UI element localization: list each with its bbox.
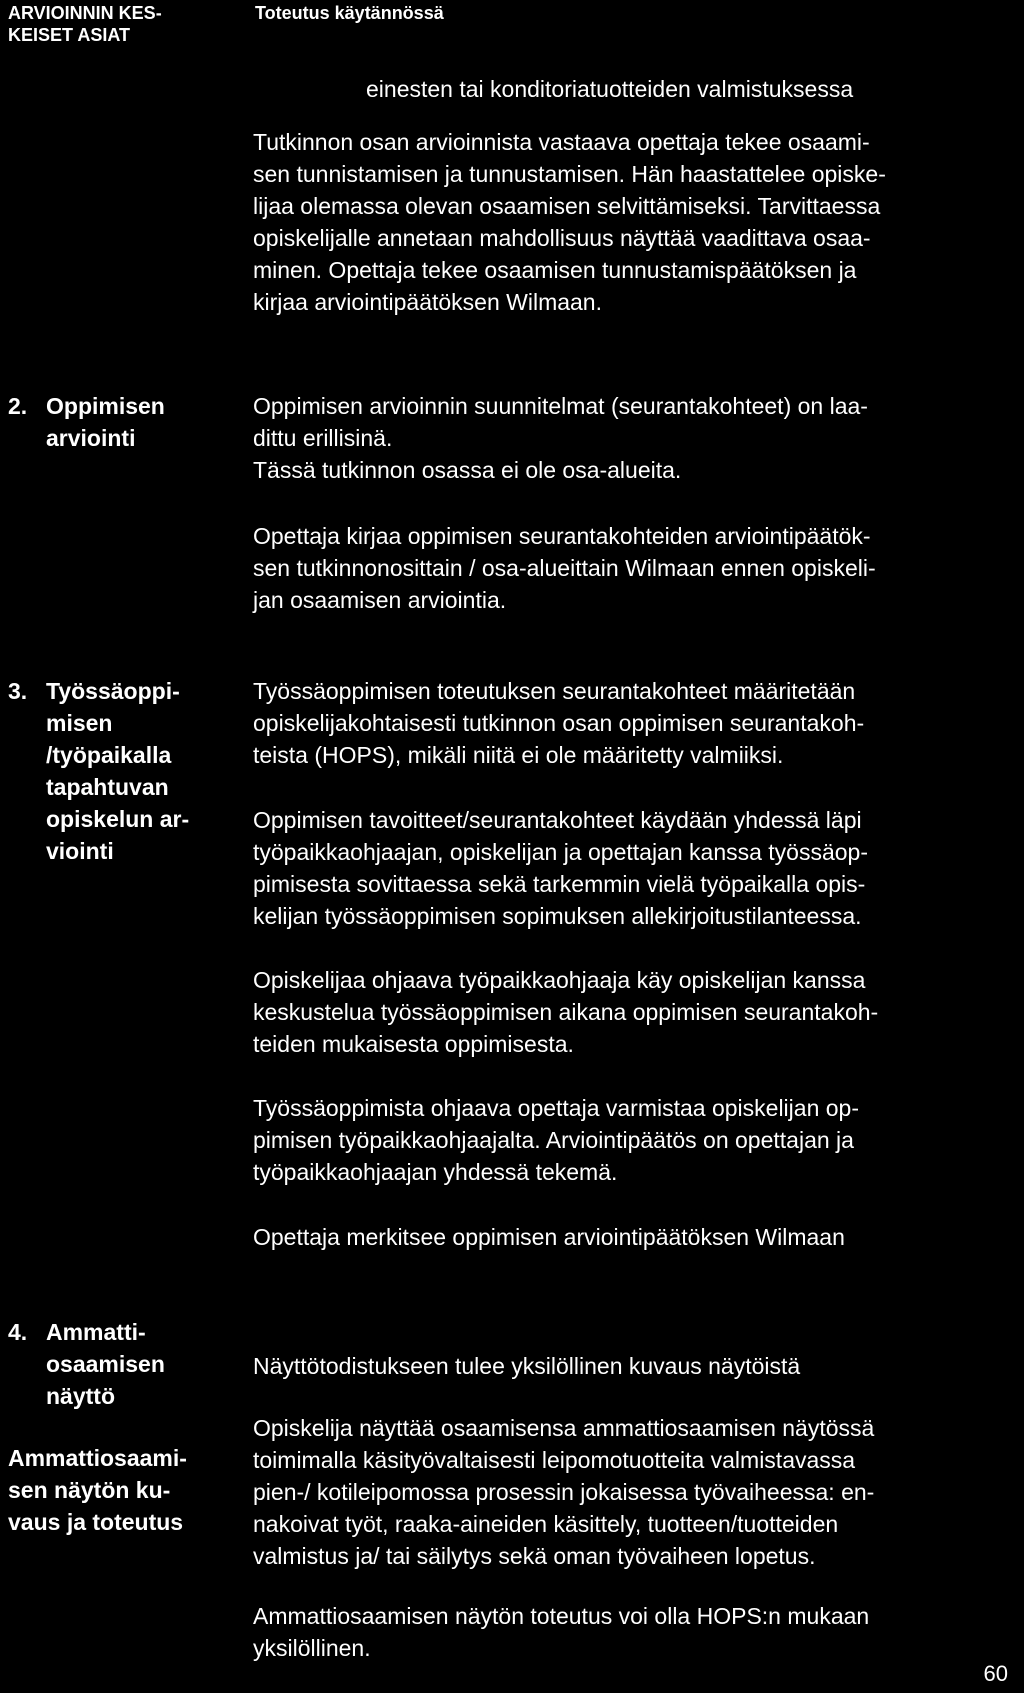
text-line: pimisesta sovittaessa sekä tarkemmin vielä työpaikalla opis-: [253, 871, 866, 897]
text-line: toimimalla käsityövaltaisesti leipomotuotteita valmistavassa: [253, 1447, 856, 1473]
text-line: Opiskelija näyttää osaamisensa ammattiosaamisen näytössä: [253, 1415, 875, 1441]
row-number: 2.: [8, 393, 28, 419]
row-3-label: [8, 675, 238, 867]
intro-line: einesten tai konditoriatuotteiden valmistuksessa: [366, 76, 854, 102]
label-line: sen näytön ku-: [8, 1477, 171, 1503]
text-line: pien-/ kotileipomossa prosessin jokaisessa työvaiheessa: en-: [253, 1479, 875, 1505]
text-line: Työssäoppimisen toteutuksen seurantakohteet määritetään: [253, 678, 856, 704]
row-4-paragraph-2: [253, 1412, 1013, 1572]
label-line: näyttö: [46, 1383, 115, 1409]
page-number: 60: [983, 1661, 1008, 1686]
section1-paragraph: [253, 126, 1013, 318]
label-line: arviointi: [46, 425, 136, 451]
text-line: sen tunnistamisen ja tunnustamisen. Hän haastattelee opiske-: [253, 161, 886, 187]
text-line: nakoivat työt, raaka-aineiden käsittely, tuotteen/tuotteiden: [253, 1511, 839, 1537]
label-line: vaus ja toteutus: [8, 1509, 184, 1535]
label-line: opiskelun ar-: [46, 806, 190, 832]
text-line: sen tutkinnonosittain / osa-alueittain Wilmaan ennen opiskeli-: [253, 555, 876, 581]
row-4-sublabel: [8, 1442, 238, 1538]
row-number: 3.: [8, 678, 28, 704]
row-3-paragraph-5: [253, 1221, 1013, 1253]
text-line: teiden mukaisesta oppimisesta.: [253, 1031, 574, 1057]
column-header-left: [8, 2, 178, 46]
column-header-right: Toteutus käytännössä: [255, 3, 444, 23]
label-line: Oppimisen: [46, 393, 165, 419]
text-line: Ammattiosaamisen näytön toteutus voi olla HOPS:n mukaan: [253, 1603, 870, 1629]
text-line: Oppimisen arvioinnin suunnitelmat (seurantakohteet) on laa-: [253, 393, 868, 419]
text-line: keskustelua työssäoppimisen aikana oppimisen seurantakoh-: [253, 999, 879, 1025]
text-line: kelijan työssäoppimisen sopimuksen allekirjoitustilanteessa.: [253, 903, 862, 929]
header-line: KEISET ASIAT: [8, 25, 131, 45]
text-line: minen. Opettaja tekee osaamisen tunnustamispäätöksen ja: [253, 257, 857, 283]
header-line: ARVIOINNIN KES-: [8, 3, 162, 23]
text-line: työpaikkaohjaajan yhdessä tekemä.: [253, 1159, 618, 1185]
text-line: valmistus ja/ tai säilytys sekä oman työvaiheen lopetus.: [253, 1543, 816, 1569]
label-line: /työpaikalla: [46, 742, 172, 768]
text-line: Opiskelijaa ohjaava työpaikkaohjaaja käy opiskelijan kanssa: [253, 967, 866, 993]
text-line: opiskelijakohtaisesti tutkinnon osan oppimisen seurantakoh-: [253, 710, 865, 736]
row-2-paragraph-1: [253, 390, 1013, 486]
text-line: teista (HOPS), mikäli niitä ei ole määritetty valmiiksi.: [253, 742, 784, 768]
text-line: pimisen työpaikkaohjaajalta. Arviointipäätös on opettajan ja: [253, 1127, 854, 1153]
text-line: Opettaja merkitsee oppimisen arviointipäätöksen Wilmaan: [253, 1224, 845, 1250]
label-line: misen: [46, 710, 113, 736]
text-line: yksilöllinen.: [253, 1635, 371, 1661]
row-4-paragraph-3: [253, 1600, 1013, 1664]
text-line: jan osaamisen arviointia.: [253, 587, 507, 613]
label-line: osaamisen: [46, 1351, 165, 1377]
label-line: tapahtuvan: [46, 774, 169, 800]
row-number: 4.: [8, 1319, 28, 1345]
text-line: Näyttötodistukseen tulee yksilöllinen kuvaus näytöistä: [253, 1353, 801, 1379]
text-line: työpaikkaohjaajan, opiskelijan ja opettajan kanssa työssäop-: [253, 839, 869, 865]
label-line: viointi: [46, 838, 114, 864]
row-3-paragraph-4: [253, 1092, 1013, 1188]
row-2-label: [8, 390, 238, 454]
row-3-paragraph-2: [253, 804, 1013, 932]
row-2-paragraph-2: [253, 520, 1013, 616]
row-3-paragraph-3: [253, 964, 1013, 1060]
text-line: dittu erillisinä.: [253, 425, 393, 451]
text-line: Opettaja kirjaa oppimisen seurantakohteiden arviointipäätök-: [253, 523, 871, 549]
row-4-paragraph-1: [253, 1350, 1013, 1382]
text-line: Oppimisen tavoitteet/seurantakohteet käydään yhdessä läpi: [253, 807, 862, 833]
row-3-paragraph-1: [253, 675, 1013, 771]
label-line: Ammatti-: [46, 1319, 146, 1345]
text-line: Tutkinnon osan arvioinnista vastaava opettaja tekee osaami-: [253, 129, 870, 155]
text-line: Työssäoppimista ohjaava opettaja varmistaa opiskelijan op-: [253, 1095, 859, 1121]
label-line: Työssäoppi-: [46, 678, 180, 704]
text-line: lijaa olemassa olevan osaamisen selvittämiseksi. Tarvittaessa: [253, 193, 881, 219]
text-line: opiskelijalle annetaan mahdollisuus näyttää vaadittava osaa-: [253, 225, 871, 251]
text-line: Tässä tutkinnon osassa ei ole osa-alueita.: [253, 457, 682, 483]
row-4-label: [8, 1316, 238, 1412]
text-line: kirjaa arviointipäätöksen Wilmaan.: [253, 289, 602, 315]
label-line: Ammattiosaami-: [8, 1445, 187, 1471]
